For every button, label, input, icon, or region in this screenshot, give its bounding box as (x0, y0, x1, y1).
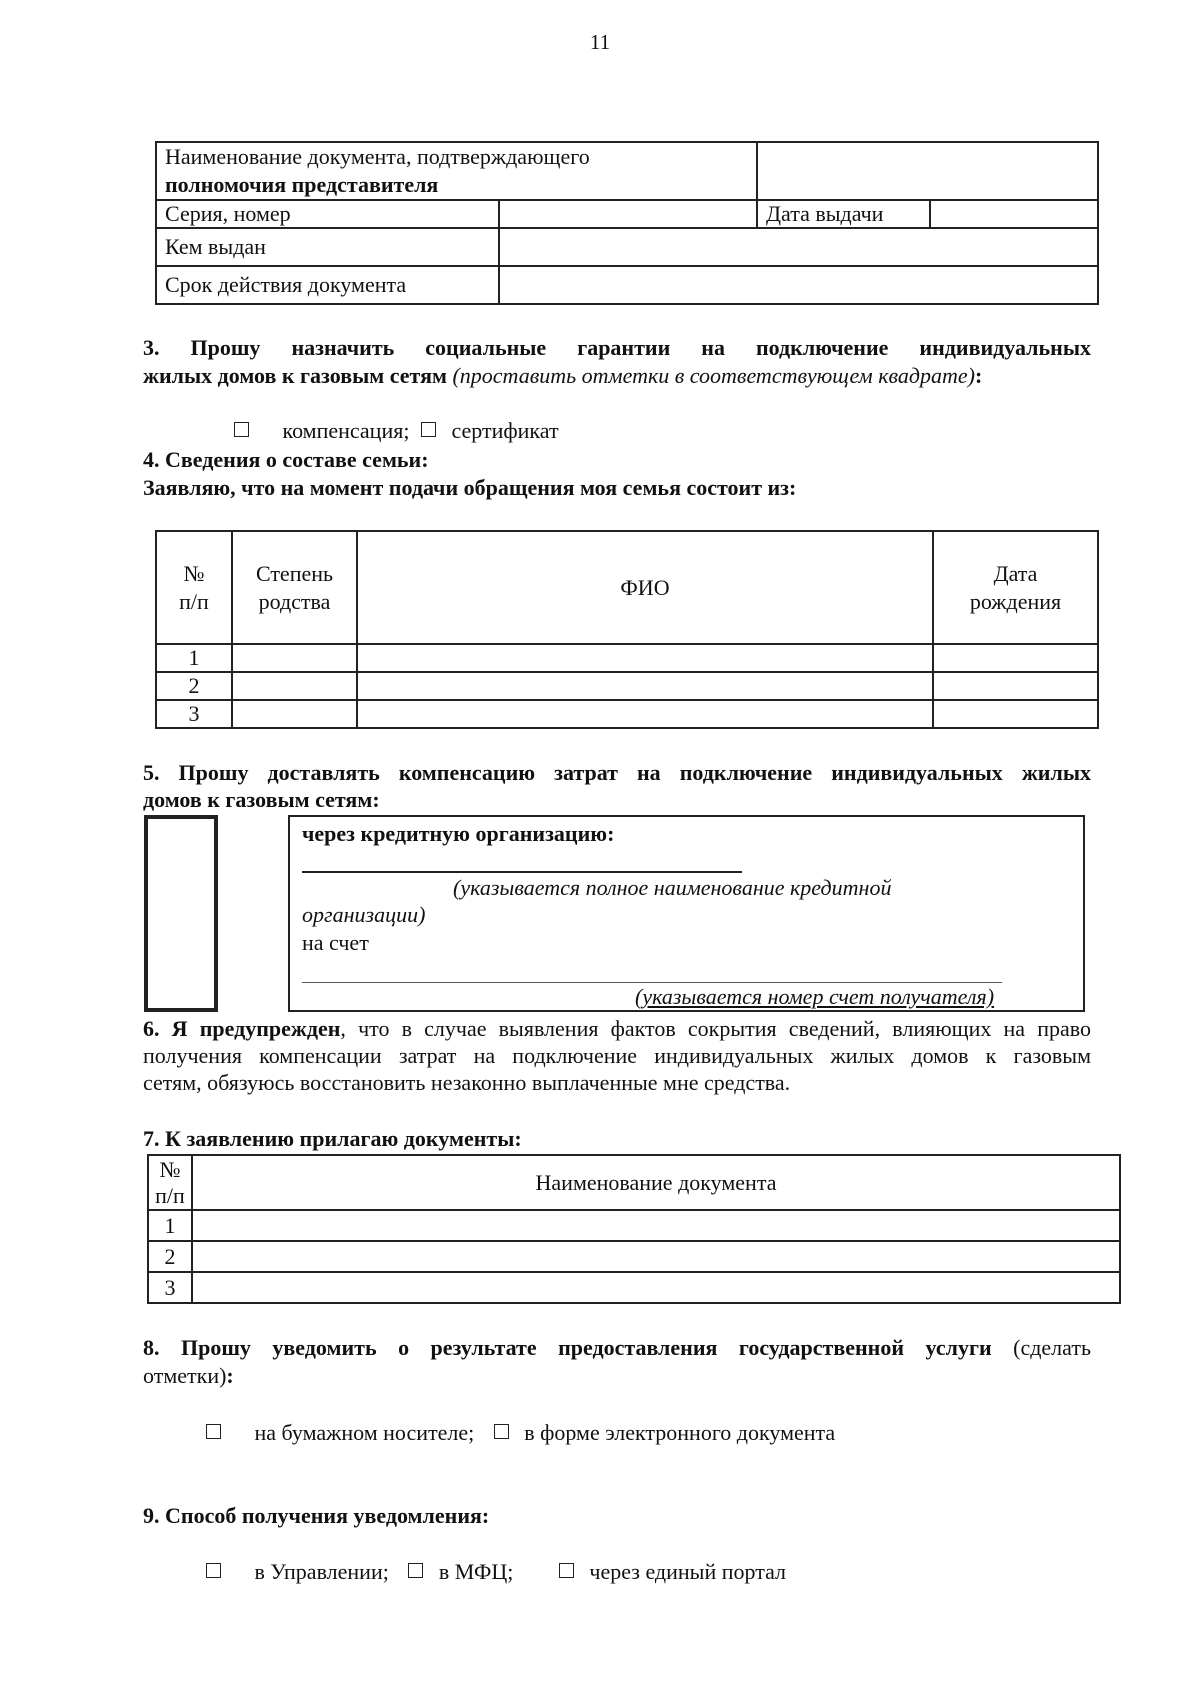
validity-label: Срок действия документа (156, 266, 499, 304)
portal-checkbox[interactable] (559, 1563, 574, 1578)
electronic-label: в форме электронного документа (524, 1420, 836, 1445)
family-table (155, 530, 1099, 729)
section-6-bold: 6. Я предупрежден (143, 1016, 341, 1041)
validity-value[interactable] (499, 266, 1098, 304)
family-row-fio[interactable] (357, 644, 933, 672)
issue-date-value[interactable] (930, 200, 1098, 228)
family-col-num (156, 531, 232, 644)
issued-by-label: Кем выдан (156, 228, 499, 266)
section-6-text-1: , что в случае выявления фактов сокрытия сведений, влияющих на право (340, 1016, 1091, 1041)
section-3-text-2: жилых домов к газовым сетям (143, 363, 447, 388)
series-number-label: Серия, номер (156, 200, 499, 228)
department-label: в Управлении; (254, 1559, 389, 1584)
section-4-heading-block (143, 446, 1091, 502)
compensation-checkbox[interactable] (234, 422, 249, 437)
family-relation-line2: родства (258, 588, 331, 614)
family-row-fio[interactable] (357, 672, 933, 700)
family-num-line1: № (183, 560, 205, 586)
issue-date-label: Дата выдачи (757, 200, 930, 228)
rep-doc-title-value[interactable] (757, 142, 1098, 200)
doc-num-line1: № (159, 1156, 181, 1182)
series-number-value[interactable] (499, 200, 757, 228)
table-row (156, 700, 1098, 728)
credit-organization-box (288, 815, 1085, 1012)
section-8-colon: : (226, 1363, 234, 1388)
mfc-checkbox[interactable] (408, 1563, 423, 1578)
account-hint: (указывается номер счет получателя) (635, 984, 995, 1009)
section-7-heading: 7. К заявлению прилагаю документы: (143, 1126, 522, 1151)
delivery-method-checkbox[interactable] (144, 815, 218, 1012)
section-9-options (206, 1559, 786, 1585)
section-8-text-2: отметки) (143, 1363, 227, 1388)
section-5-heading (143, 759, 1091, 813)
section-5-heading-line1: 5. Прошу доставлять компенсацию затрат на подключение индивидуальных жилых (143, 760, 1091, 785)
family-row-relation[interactable] (232, 672, 357, 700)
certificate-checkbox[interactable] (421, 422, 436, 437)
family-row-num: 1 (156, 644, 232, 672)
section-3-hint: (проставить отметки в соответствующем квадрате) (452, 363, 976, 388)
section-4-heading: 4. Сведения о составе семьи: (143, 447, 429, 472)
section-3-line1 (143, 334, 1091, 362)
portal-label: через единый портал (589, 1559, 787, 1584)
documents-table (147, 1154, 1121, 1304)
doc-row-num: 1 (148, 1210, 192, 1241)
table-row (148, 1210, 1120, 1241)
electronic-checkbox[interactable] (494, 1424, 509, 1439)
credit-organization-hint-2: организации) (302, 902, 426, 927)
family-birth-line1: Дата (993, 560, 1038, 586)
credit-organization-title: через кредитную организацию: (302, 821, 615, 846)
doc-row-name[interactable] (192, 1272, 1120, 1303)
family-row-relation[interactable] (232, 644, 357, 672)
family-row-fio[interactable] (357, 700, 933, 728)
doc-num-line2: п/п (155, 1182, 185, 1208)
family-row-num: 2 (156, 672, 232, 700)
issued-by-value[interactable] (499, 228, 1098, 266)
section-9-heading: 9. Способ получения уведомления: (143, 1503, 490, 1528)
credit-organization-hint-1: (указывается полное наименование кредитной (453, 875, 892, 900)
account-label: на счет (302, 930, 369, 955)
certificate-label: сертификат (451, 418, 559, 443)
section-5-heading-line2: домов к газовым сетям: (143, 787, 380, 812)
table-row (148, 1272, 1120, 1303)
family-birth-line2: рождения (969, 588, 1062, 614)
family-row-num: 3 (156, 700, 232, 728)
family-col-birth (933, 531, 1098, 644)
family-row-birth[interactable] (933, 672, 1098, 700)
account-input-line[interactable] (302, 982, 1002, 983)
table-row (156, 672, 1098, 700)
section-8 (143, 1334, 1091, 1390)
rep-doc-title-line2: полномочия представителя (165, 172, 439, 197)
doc-row-name[interactable] (192, 1210, 1120, 1241)
section-3 (143, 334, 1091, 390)
doc-row-num: 3 (148, 1272, 192, 1303)
section-6 (143, 1015, 1091, 1096)
section-8-options (206, 1420, 835, 1446)
section-3-text-1: Прошу назначить социальные гарантии на подключение индивидуальных (190, 335, 1092, 360)
rep-doc-title-cell (156, 142, 757, 200)
family-relation-line1: Степень (255, 560, 334, 586)
family-row-birth[interactable] (933, 700, 1098, 728)
doc-col-name: Наименование документа (192, 1155, 1120, 1210)
section-3-options (234, 418, 559, 444)
credit-organization-input-line[interactable] (302, 871, 742, 873)
paper-label: на бумажном носителе; (254, 1420, 475, 1445)
compensation-label: компенсация; (282, 418, 410, 443)
family-num-line2: п/п (179, 588, 209, 614)
section-8-line1 (143, 1334, 1091, 1362)
section-8-text: (сделать (991, 1335, 1091, 1360)
table-row (156, 644, 1098, 672)
department-checkbox[interactable] (206, 1563, 221, 1578)
family-col-relation (232, 531, 357, 644)
rep-doc-title-line1: Наименование документа, подтверждающего (165, 144, 590, 169)
section-8-bold: 8. Прошу уведомить о результате предоставления государственной услуги (143, 1335, 992, 1360)
doc-row-num: 2 (148, 1241, 192, 1272)
mfc-label: в МФЦ; (438, 1559, 514, 1584)
section-3-number: 3. (143, 335, 160, 360)
family-row-birth[interactable] (933, 644, 1098, 672)
representative-document-table (155, 141, 1099, 305)
table-row (148, 1241, 1120, 1272)
paper-checkbox[interactable] (206, 1424, 221, 1439)
family-col-fio: ФИО (357, 531, 933, 644)
section-6-line1 (143, 1015, 1091, 1042)
section-4-subheading: Заявляю, что на момент подачи обращения моя семья состоит из: (143, 475, 797, 500)
doc-row-name[interactable] (192, 1241, 1120, 1272)
section-8-line2 (143, 1362, 1091, 1390)
page-number: 11 (589, 30, 611, 54)
section-6-line2: получения компенсации затрат на подключение индивидуальных жилых домов к газовым (143, 1043, 1091, 1068)
section-6-line3: сетям, обязуюсь восстановить незаконно выплаченные мне средства. (143, 1070, 791, 1095)
doc-col-num (148, 1155, 192, 1210)
section-3-colon: : (975, 363, 983, 388)
section-3-line2 (143, 362, 1091, 390)
family-row-relation[interactable] (232, 700, 357, 728)
